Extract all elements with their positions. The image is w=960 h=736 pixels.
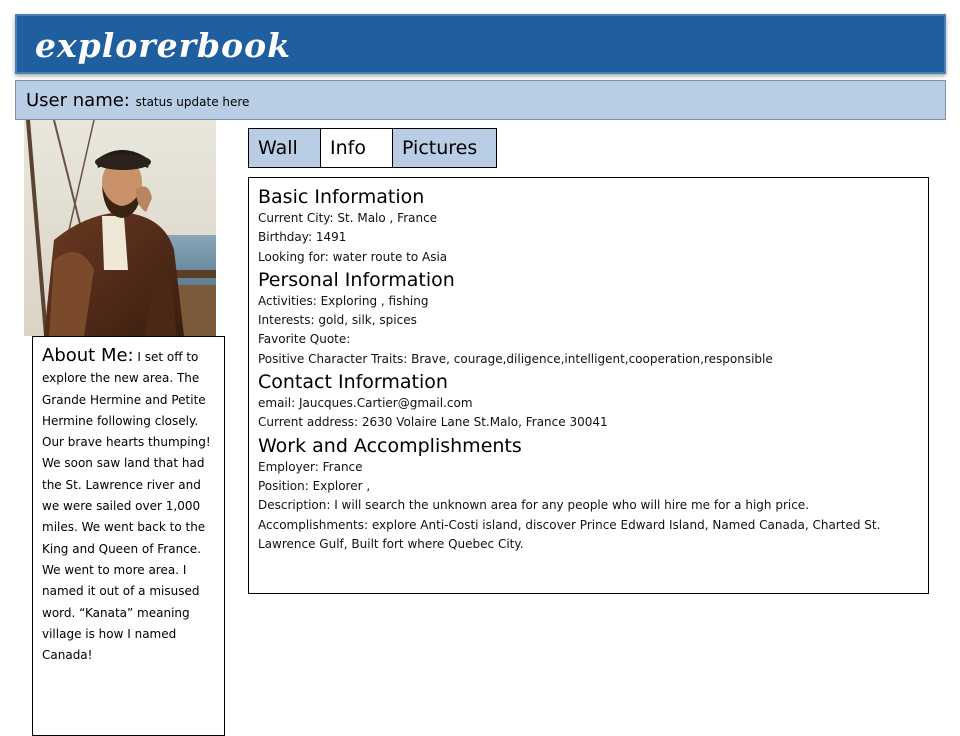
birthday: Birthday: 1491 bbox=[258, 230, 347, 245]
looking-for: Looking for: water route to Asia bbox=[258, 249, 448, 264]
explorer-portrait-icon bbox=[24, 120, 216, 336]
interests: Interests: gold, silk, spices bbox=[258, 313, 417, 328]
personal-information-title: Personal Information bbox=[258, 268, 455, 291]
current-address: Current address: 2630 Volaire Lane St.Malo, France 30041 bbox=[258, 415, 608, 430]
description: Description: I will search the unknown area for any people who will hire me for a high price. bbox=[258, 498, 810, 513]
info-panel bbox=[248, 177, 929, 594]
current-city: Current City: St. Malo , France bbox=[258, 211, 438, 225]
tab-pictures[interactable]: Pictures bbox=[392, 128, 497, 168]
basic-information-title: Basic Information bbox=[258, 186, 425, 208]
activities: Activities: Exploring , fishing bbox=[258, 293, 429, 308]
about-me-text: I set off to explore the new area. The Grande Hermine and Petite Hermine following closely. Our brave hearts thumping! We soon saw land that had the St. Lawrence river and we were sailed over 1,000 miles. We went back to the King and Queen of France. We went to more area. I named it out of a misused word. “Kanata” meaning village is how I named Canada! bbox=[42, 350, 211, 663]
profile-photo bbox=[24, 120, 216, 336]
character-traits: Positive Character Traits: Brave, courage,diligence,intelligent,cooperation,responsible bbox=[258, 351, 773, 366]
status-update-text[interactable]: status update here bbox=[135, 95, 250, 109]
status-bar bbox=[15, 80, 946, 120]
email[interactable]: email: Jaucques.Cartier@gmail.com bbox=[258, 396, 473, 411]
position: Position: Explorer , bbox=[258, 478, 371, 493]
about-me-content bbox=[42, 345, 216, 665]
tab-info[interactable]: Info bbox=[320, 128, 393, 168]
app-logo[interactable]: explorerbook bbox=[35, 26, 292, 65]
employer: Employer: France bbox=[258, 459, 363, 474]
about-me-title: About Me: bbox=[42, 345, 134, 366]
contact-information-title: Contact Information bbox=[258, 371, 448, 394]
tab-wall[interactable]: Wall bbox=[248, 128, 321, 168]
user-name-label[interactable]: User name: bbox=[26, 90, 130, 111]
status-line bbox=[26, 90, 249, 111]
app-header bbox=[15, 14, 946, 74]
favorite-quote: Favorite Quote: bbox=[258, 332, 351, 347]
work-accomplishments-title: Work and Accomplishments bbox=[258, 434, 522, 457]
about-me-box bbox=[32, 336, 225, 736]
accomplishments: Accomplishments: explore Anti-Costi island, discover Prince Edward Island, Named Canada, Charted St. Lawrence Gulf, Built fort where Quebec City. bbox=[258, 517, 881, 551]
